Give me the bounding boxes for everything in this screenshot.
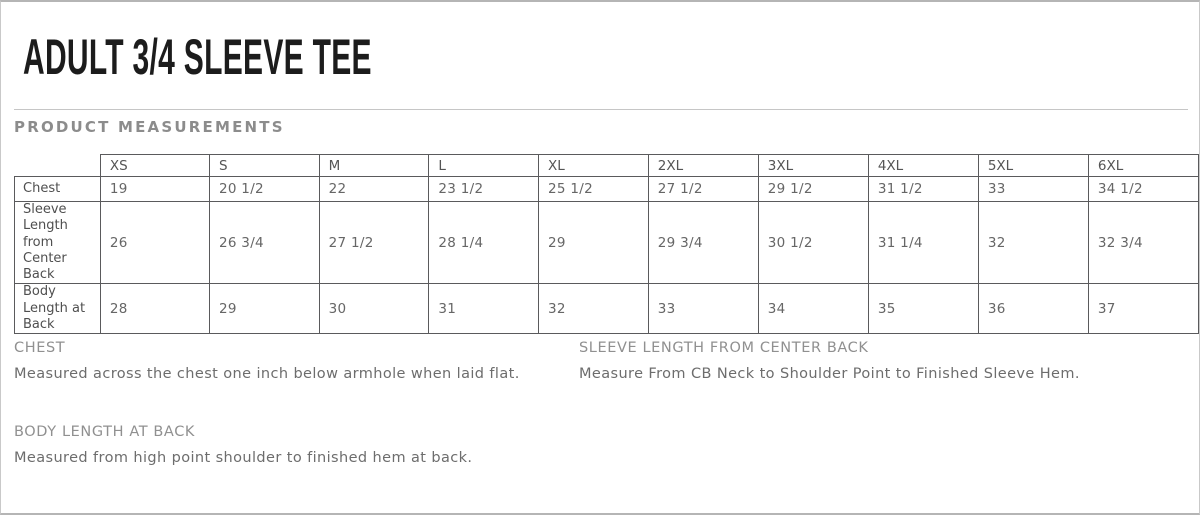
row-label: Body Length at Back <box>15 284 101 334</box>
definition-sleeve-length <box>579 340 1179 382</box>
definition-chest-heading: CHEST <box>14 340 66 356</box>
table-row <box>15 202 1199 284</box>
size-header-xl: XL <box>539 155 649 177</box>
measurement-cell: 32 3/4 <box>1088 202 1198 284</box>
measurement-cell: 37 <box>1088 284 1198 334</box>
measurement-cell: 30 1/2 <box>758 202 868 284</box>
measurement-cell: 19 <box>100 177 209 202</box>
measurement-cell: 34 <box>758 284 868 334</box>
definition-sleeve-length-text: Measure From CB Neck to Shoulder Point to Finished Sleeve Hem. <box>579 366 1080 382</box>
definition-body-length <box>14 424 614 466</box>
measurement-cell: 28 1/4 <box>429 202 539 284</box>
measurement-cell: 26 3/4 <box>209 202 319 284</box>
size-header-l: L <box>429 155 539 177</box>
definition-chest <box>14 340 559 382</box>
measurement-cell: 31 1/4 <box>868 202 978 284</box>
measurement-cell: 34 1/2 <box>1088 177 1198 202</box>
measurement-cell: 31 <box>429 284 539 334</box>
measurement-cell: 27 1/2 <box>319 202 429 284</box>
measurement-cell: 29 1/2 <box>758 177 868 202</box>
measurement-cell: 36 <box>978 284 1088 334</box>
measurement-cell: 29 <box>539 202 649 284</box>
size-header-3xl: 3XL <box>758 155 868 177</box>
measurement-cell: 28 <box>100 284 209 334</box>
table-row <box>15 284 1199 334</box>
definition-body-length-text: Measured from high point shoulder to finished hem at back. <box>14 450 473 466</box>
measurement-cell: 26 <box>100 202 209 284</box>
horizontal-divider <box>14 109 1188 110</box>
measurement-cell: 30 <box>319 284 429 334</box>
measurement-cell: 25 1/2 <box>539 177 649 202</box>
measurements-table <box>14 154 1199 334</box>
row-label: Sleeve Length from Center Back <box>15 202 101 284</box>
table-header-row <box>15 155 1199 177</box>
measurement-cell: 29 3/4 <box>648 202 758 284</box>
measurement-cell: 29 <box>209 284 319 334</box>
table-row <box>15 177 1199 202</box>
measurement-cell: 23 1/2 <box>429 177 539 202</box>
product-measurements-heading: PRODUCT MEASUREMENTS <box>14 118 285 136</box>
measurement-cell: 32 <box>978 202 1088 284</box>
measurement-cell: 35 <box>868 284 978 334</box>
measurement-cell: 33 <box>648 284 758 334</box>
size-header-5xl: 5XL <box>978 155 1088 177</box>
size-header-xs: XS <box>100 155 209 177</box>
measurement-cell: 33 <box>978 177 1088 202</box>
size-header-m: M <box>319 155 429 177</box>
definition-body-length-heading: BODY LENGTH AT BACK <box>14 424 196 440</box>
measurement-cell: 27 1/2 <box>648 177 758 202</box>
size-header-6xl: 6XL <box>1088 155 1198 177</box>
table-corner-cell <box>15 155 101 177</box>
definition-sleeve-length-heading: SLEEVE LENGTH FROM CENTER BACK <box>579 340 869 356</box>
row-label: Chest <box>15 177 101 202</box>
measurement-cell: 22 <box>319 177 429 202</box>
size-header-4xl: 4XL <box>868 155 978 177</box>
measurement-cell: 31 1/2 <box>868 177 978 202</box>
measurement-cell: 20 1/2 <box>209 177 319 202</box>
page-title: ADULT 3/4 SLEEVE TEE <box>23 29 372 85</box>
measurement-cell: 32 <box>539 284 649 334</box>
definition-chest-text: Measured across the chest one inch below armhole when laid flat. <box>14 366 520 382</box>
size-header-2xl: 2XL <box>648 155 758 177</box>
size-header-s: S <box>209 155 319 177</box>
